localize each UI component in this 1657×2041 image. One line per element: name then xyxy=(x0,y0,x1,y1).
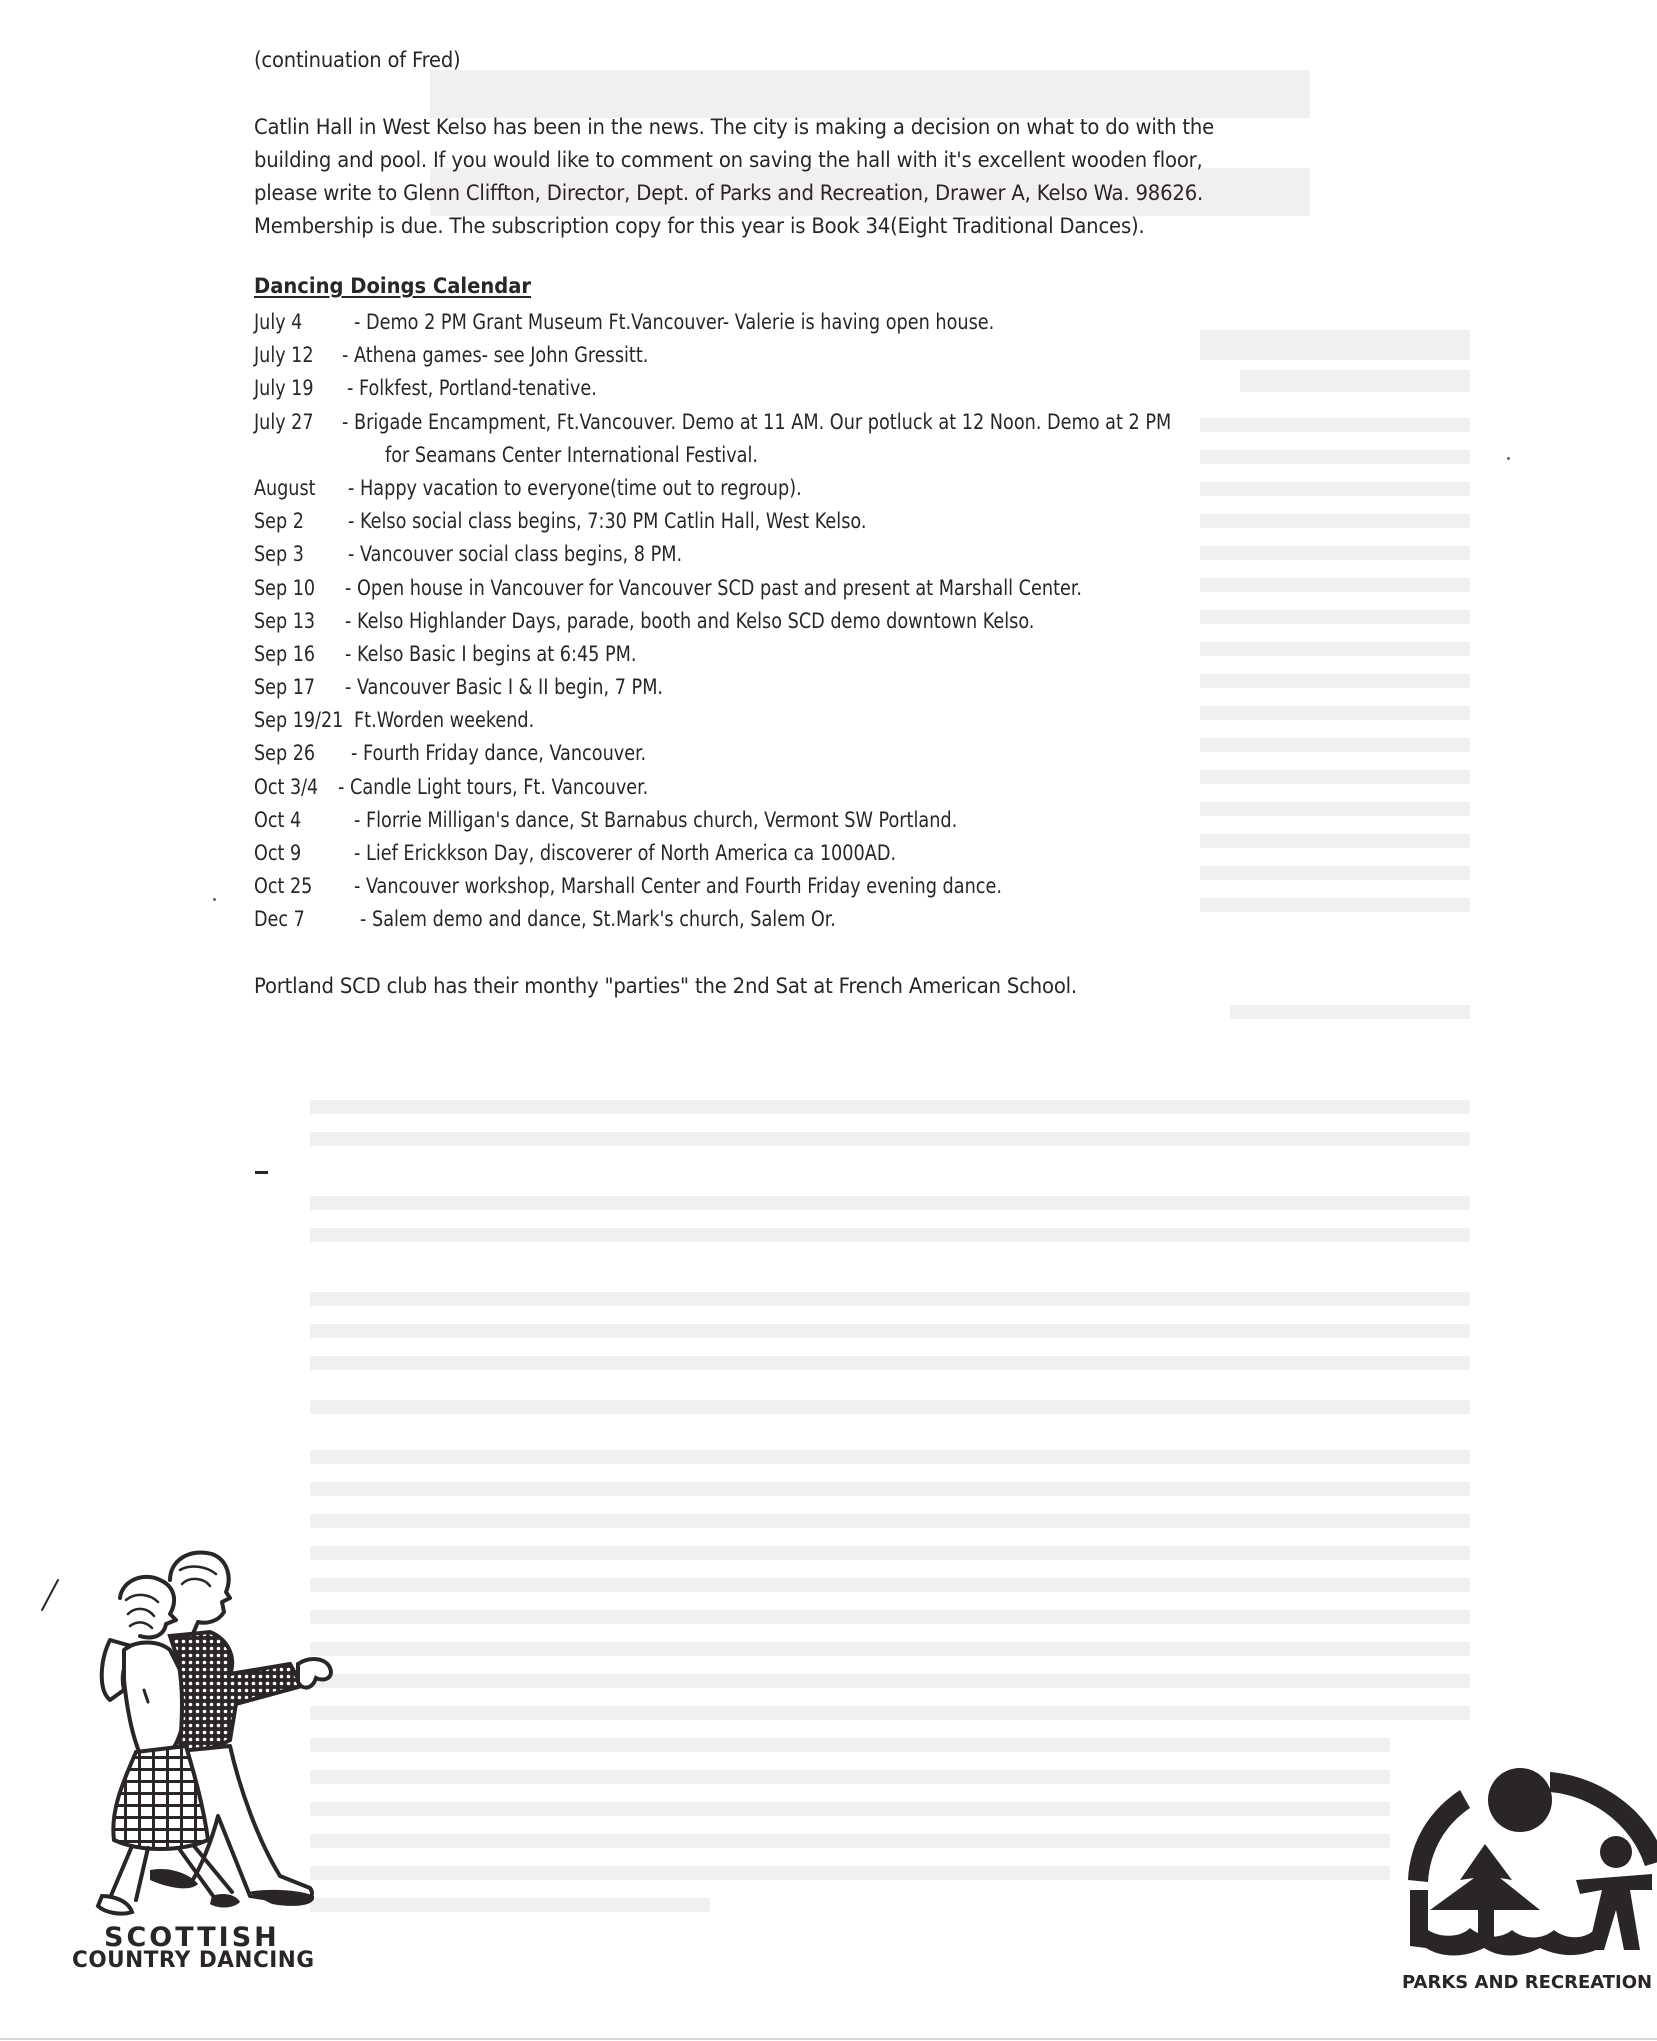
entry-text: for Seamans Center International Festival. xyxy=(385,442,759,467)
entry-text: - Candle Light tours, Ft. Vancouver. xyxy=(338,774,649,799)
parks-recreation-emblem-icon xyxy=(1390,1750,1657,1970)
entry-date: Oct 25 xyxy=(254,874,313,899)
entry-date: Oct 3/4 xyxy=(254,774,319,799)
entry-text: - Athena games- see John Gressitt. xyxy=(342,343,649,368)
speck-mark xyxy=(1507,457,1510,460)
entry-text: - Florrie Milligan's dance, St Barnabus church, Vermont SW Portland. xyxy=(354,807,958,832)
entry-date: July 19 xyxy=(254,376,314,401)
logo-text-parks-recreation: PARKS AND RECREATION xyxy=(1402,1972,1653,1993)
entry-date: Sep 17 xyxy=(254,675,316,700)
entry-text: - Vancouver social class begins, 8 PM. xyxy=(348,542,683,567)
calendar-heading: Dancing Doings Calendar xyxy=(254,274,532,298)
dancing-couple-icon xyxy=(40,1540,360,1920)
entry-date: Dec 7 xyxy=(254,907,305,932)
paragraph-line: building and pool. If you would like to comment on saving the hall with it's excellent wooden floor, xyxy=(254,148,1203,172)
stray-dash-mark xyxy=(255,1171,268,1174)
entry-text: - Lief Erickkson Day, discoverer of North America ca 1000AD. xyxy=(354,841,897,865)
page-edge-line xyxy=(0,2038,1657,2040)
entry-text: - Fourth Friday dance, Vancouver. xyxy=(351,741,647,766)
entry-date: July 4 xyxy=(254,310,303,334)
entry-date: Sep 26 xyxy=(254,741,316,766)
continuation-note: (continuation of Fred) xyxy=(254,48,461,72)
entry-text: - Kelso Basic I begins at 6:45 PM. xyxy=(345,641,637,666)
entry-text: - Kelso social class begins, 7:30 PM Catlin Hall, West Kelso. xyxy=(348,509,867,534)
entry-text: - Open house in Vancouver for Vancouver SCD past and present at Marshall Center. xyxy=(345,575,1082,600)
entry-date: Sep 10 xyxy=(254,575,316,600)
entry-date: Oct 4 xyxy=(254,807,302,832)
speck-mark xyxy=(213,898,216,901)
entry-date: Sep 2 xyxy=(254,509,304,534)
entry-date: Sep 13 xyxy=(254,608,316,633)
entry-text: - Folkfest, Portland-tenative. xyxy=(347,376,597,401)
paragraph-line: Membership is due. The subscription copy for this year is Book 34(Eight Traditional Dances). xyxy=(254,214,1145,238)
entry-text: Ft.Worden weekend. xyxy=(354,708,535,733)
entry-date: July 27 xyxy=(254,409,314,434)
entry-text: - Brigade Encampment, Ft.Vancouver. Demo at 11 AM. Our potluck at 12 Noon. Demo at 2 PM xyxy=(342,409,1172,434)
entry-text: - Demo 2 PM Grant Museum Ft.Vancouver- Valerie is having open house. xyxy=(354,310,995,334)
paragraph-line: Catlin Hall in West Kelso has been in the news. The city is making a decision on what to do with the xyxy=(254,115,1215,139)
intro-paragraph xyxy=(254,111,1214,243)
entry-text: - Salem demo and dance, St.Mark's church, Salem Or. xyxy=(360,907,836,932)
entry-date: Oct 9 xyxy=(254,841,302,865)
logo-text-country-dancing: COUNTRY DANCING xyxy=(72,1948,315,1973)
portland-note: Portland SCD club has their monthy "parties" the 2nd Sat at French American School. xyxy=(254,974,1077,998)
entry-text: - Vancouver workshop, Marshall Center and Fourth Friday evening dance. xyxy=(354,874,1002,899)
entry-date: Sep 3 xyxy=(254,542,304,567)
logo-text-scottish: SCOTTISH xyxy=(104,1922,280,1953)
entry-text: - Kelso Highlander Days, parade, booth and Kelso SCD demo downtown Kelso. xyxy=(345,608,1035,633)
entry-date: July 12 xyxy=(254,343,314,368)
entry-date: Sep 19/21 xyxy=(254,708,344,733)
entry-text: - Vancouver Basic I & II begin, 7 PM. xyxy=(345,675,664,700)
entry-date: Sep 16 xyxy=(254,641,316,666)
entry-date: August xyxy=(254,475,316,500)
paragraph-line: please write to Glenn Cliffton, Director, Dept. of Parks and Recreation, Drawer A, Kelso Wa. 98626. xyxy=(254,181,1204,205)
entry-text: - Happy vacation to everyone(time out to regroup). xyxy=(348,475,802,500)
